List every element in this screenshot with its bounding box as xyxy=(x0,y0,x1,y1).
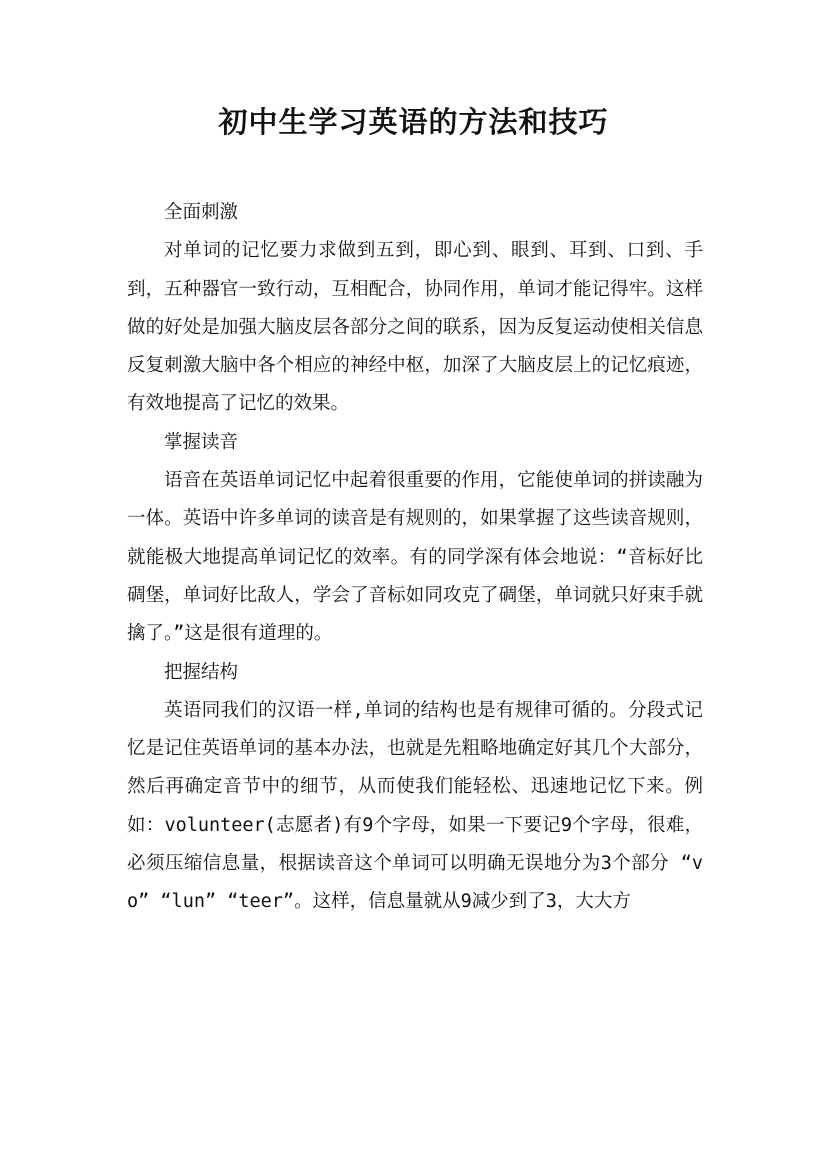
section-heading-1: 全面刺激 xyxy=(164,202,239,223)
section-heading-3: 把握结构 xyxy=(164,661,239,683)
section-heading-2: 掌握读音 xyxy=(164,431,239,453)
document-title: 初中生学习英语的方法和技巧 xyxy=(218,105,609,139)
document-body xyxy=(127,194,703,922)
section-paragraph-3: 英语同我们的汉语一样,单词的结构也是有规律可循的。分段式记忆是记住英语单词的基本办法，也就是先粗略地确定好其几个大部分，然后再确定音节中的细节，从而使我们能轻松、迅速地记忆下来。例如：volunteer(志愿者)有9个字母，如果一下要记9个字母，很难，必须压缩信息量，根据读音这个单词可以明确无误地分为3个部分 “vo” “lun” “teer”。这样，信息量就从9减少到了3，大大方 xyxy=(127,699,703,913)
section-paragraph-2: 语音在英语单词记忆中起着很重要的作用，它能使单词的拼读融为一体。英语中许多单词的读音是有规则的，如果掌握了这些读音规则，就能极大地提高单词记忆的效率。有的同学深有体会地说：“音标好比碉堡，单词好比敌人，学会了音标如同攻克了碉堡，单词就只好束手就擒了。”这是很有道理的。 xyxy=(127,470,703,645)
section-paragraph-1: 对单词的记忆要力求做到五到，即心到、眼到、耳到、口到、手到，五种器官一致行动，互相配合，协同作用，单词才能记得牢。这样做的好处是加强大脑皮层各部分之间的联系，因为反复运动使相关信息反复刺激大脑中各个相应的神经中枢，加深了大脑皮层上的记忆痕迹，有效地提高了记忆的效果。 xyxy=(127,240,703,415)
